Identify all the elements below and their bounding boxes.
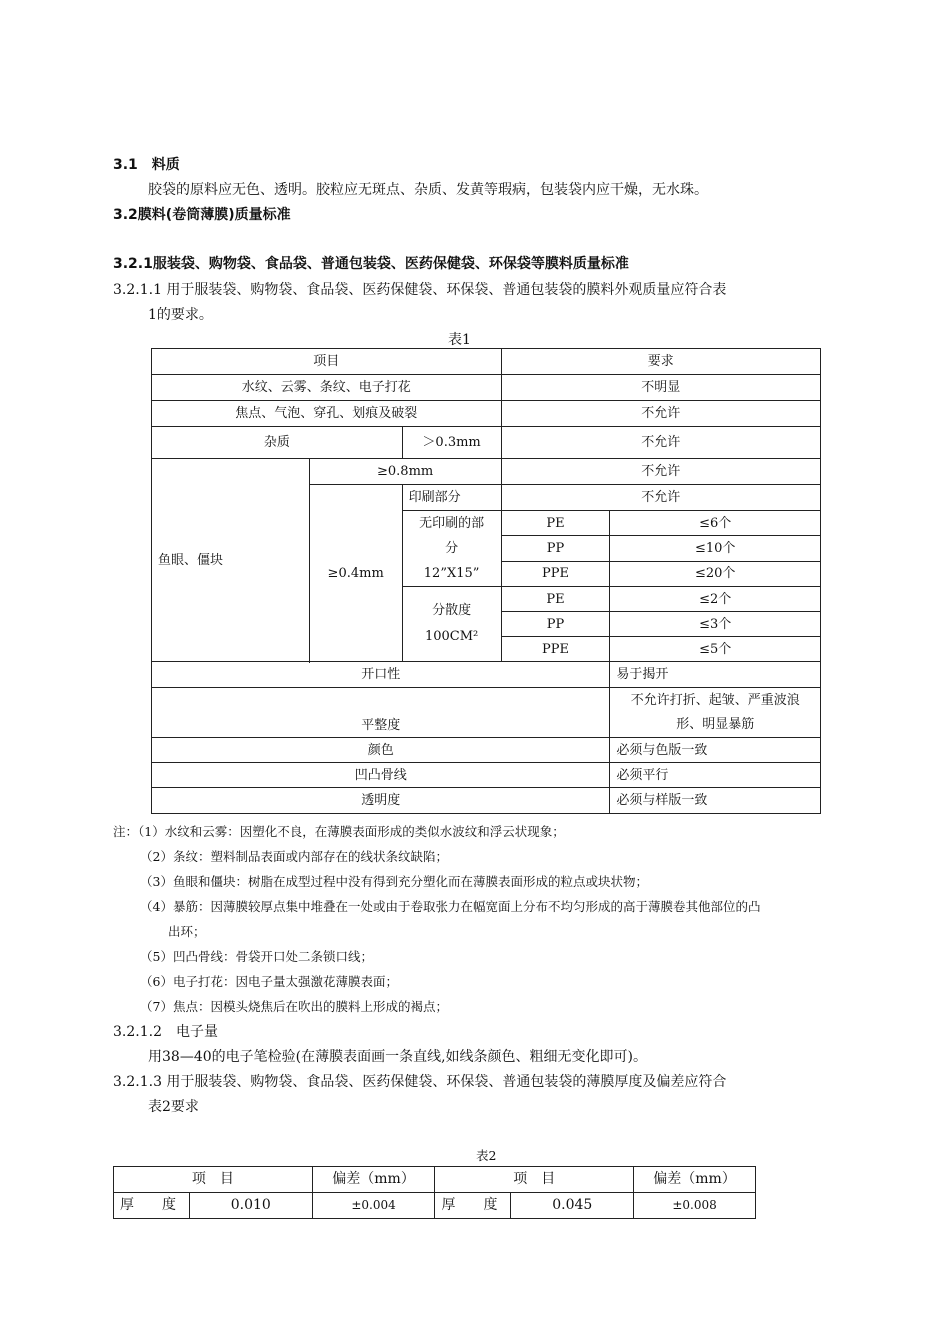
table1-cell: ＞0.3mm bbox=[402, 427, 501, 459]
table1-cell: ≤3个 bbox=[610, 612, 821, 637]
table1-cell: PE bbox=[501, 587, 610, 612]
table1-cell: 必须与样版一致 bbox=[610, 788, 821, 814]
table2-header-dev: 偏差（mm） bbox=[312, 1167, 435, 1193]
table1-cell: 不允许 bbox=[501, 459, 820, 485]
table1-cell: ≥0.4mm bbox=[309, 485, 402, 662]
table1-cell: 不允许 bbox=[501, 401, 820, 427]
note-line: （4）暴筋：因薄膜较厚点集中堆叠在一处或由于卷取张力在幅宽面上分布不均匀形成的高于薄膜卷其他部位的凸 bbox=[140, 899, 761, 914]
table1-dispersion-line: 分散度 bbox=[432, 603, 472, 618]
table1-header-req: 要求 bbox=[501, 349, 820, 375]
note-line: （3）鱼眼和僵块：树脂在成型过程中没有得到充分塑化而在薄膜表面形成的粒点或块状物； bbox=[140, 874, 648, 889]
para-3-2-1-2-body: 用38—40的电子笔检验(在薄膜表面画一条直线,如线条颜色、粗细无变化即可)。 bbox=[148, 1049, 648, 1065]
table1-fisheye-label: 鱼眼、僵块 bbox=[152, 459, 310, 662]
para-3-2-1-1-line1: 3.2.1.1 用于服装袋、购物袋、食品袋、医药保健袋、环保袋、普通包装袋的膜料外观质量应符合表 bbox=[113, 282, 727, 298]
table1-header-item: 项目 bbox=[152, 349, 502, 375]
table1-cell: 颜色 bbox=[152, 738, 610, 763]
table1-cell: ≤6个 bbox=[610, 511, 821, 536]
table2-cell: ±0.004 bbox=[312, 1193, 435, 1219]
table2-caption: 表2 bbox=[476, 1148, 497, 1163]
table1-cell: 必须与色版一致 bbox=[610, 738, 821, 763]
table1-flatness-line: 不允许打折、起皱、严重波浪 bbox=[630, 692, 800, 708]
table1-cell: ≤5个 bbox=[610, 637, 821, 662]
table1-dispersion-cell bbox=[402, 587, 501, 662]
note-line: （7）焦点：因模头烧焦后在吹出的膜料上形成的褐点； bbox=[140, 999, 448, 1014]
table1-cell: ≤20个 bbox=[610, 561, 821, 586]
table1-noprint-line: 无印刷的部 bbox=[419, 516, 485, 531]
note-line: （2）条纹：塑料制品表面或内部存在的线状条纹缺陷； bbox=[140, 849, 448, 864]
table1-cell: ≥0.8mm bbox=[309, 459, 501, 485]
table1-cell: 凹凸骨线 bbox=[152, 763, 610, 788]
table2-cell: 厚 度 bbox=[435, 1193, 511, 1219]
table1-cell: 杂质 bbox=[152, 427, 403, 459]
table1-cell: PP bbox=[501, 536, 610, 561]
table1-cell: 不允许 bbox=[501, 427, 820, 459]
note-line: （6）电子打花：因电子量太强激花薄膜表面； bbox=[140, 974, 398, 989]
para-3-2-1-3-line1: 3.2.1.3 用于服装袋、购物袋、食品袋、医药保健袋、环保袋、普通包装袋的薄膜厚度及偏差应符合 bbox=[113, 1074, 727, 1090]
table2-cell: 厚 度 bbox=[114, 1193, 190, 1219]
table1-cell: PPE bbox=[501, 561, 610, 586]
table1-cell: 易于揭开 bbox=[610, 662, 821, 688]
table1-flatness-req bbox=[610, 688, 821, 738]
para-3-2-1-3-line2: 表2要求 bbox=[148, 1099, 199, 1115]
para-3-2-1-2-heading: 3.2.1.2 电子量 bbox=[113, 1024, 218, 1040]
table1-cell: 不允许 bbox=[501, 485, 820, 511]
table1-cell: 平整度 bbox=[152, 688, 610, 738]
table2 bbox=[113, 1166, 756, 1219]
table1-cell: ≤2个 bbox=[610, 587, 821, 612]
table1-cell: ≤10个 bbox=[610, 536, 821, 561]
table2-header-dev: 偏差（mm） bbox=[634, 1167, 756, 1193]
table1-cell: PE bbox=[501, 511, 610, 536]
table1-cell: PP bbox=[501, 612, 610, 637]
table2-header-item: 项 目 bbox=[435, 1167, 634, 1193]
section-3-1-heading: 3.1 料质 bbox=[113, 157, 180, 173]
table2-cell: 0.010 bbox=[189, 1193, 312, 1219]
note-line: （5）凹凸骨线：骨袋开口处二条锁口线； bbox=[140, 949, 373, 964]
table1-caption: 表1 bbox=[448, 332, 471, 348]
table1-noprint-line: 分 bbox=[445, 541, 459, 556]
table1-dispersion-line: 100CM² bbox=[424, 629, 479, 644]
table1-cell: 水纹、云雾、条纹、电子打花 bbox=[152, 375, 502, 401]
table1-cell: 印刷部分 bbox=[402, 485, 501, 511]
table1-cell: PPE bbox=[501, 637, 610, 662]
section-3-1-body: 胶袋的原料应无色、透明。胶粒应无斑点、杂质、发黄等瑕病，包装袋内应干燥，无水珠。 bbox=[148, 182, 708, 198]
table1 bbox=[151, 348, 821, 814]
table1-cell: 开口性 bbox=[152, 662, 610, 688]
note-line: 出环； bbox=[168, 924, 206, 939]
table1-cell: 焦点、气泡、穿孔、划痕及破裂 bbox=[152, 401, 502, 427]
note-line: 注：（1）水纹和云雾：因塑化不良，在薄膜表面形成的类似水波纹和浮云状现象； bbox=[113, 824, 565, 839]
section-3-2-1-heading: 3.2.1服装袋、购物袋、食品袋、普通包装袋、医药保健袋、环保袋等膜料质量标准 bbox=[113, 256, 629, 272]
para-3-2-1-1-line2: 1的要求。 bbox=[148, 307, 213, 323]
table2-header-item: 项 目 bbox=[114, 1167, 313, 1193]
table2-cell: ±0.008 bbox=[634, 1193, 756, 1219]
table1-flatness-line: 形、明显暴筋 bbox=[676, 716, 755, 732]
section-3-2-heading: 3.2膜料(卷筒薄膜)质量标准 bbox=[113, 207, 291, 223]
table1-cell: 必须平行 bbox=[610, 763, 821, 788]
table2-cell: 0.045 bbox=[511, 1193, 634, 1219]
table1-cell: 透明度 bbox=[152, 788, 610, 814]
table1-noprint-line: 12”X15” bbox=[423, 566, 480, 581]
table1-cell: 不明显 bbox=[501, 375, 820, 401]
table1-noprint-cell bbox=[402, 511, 501, 587]
